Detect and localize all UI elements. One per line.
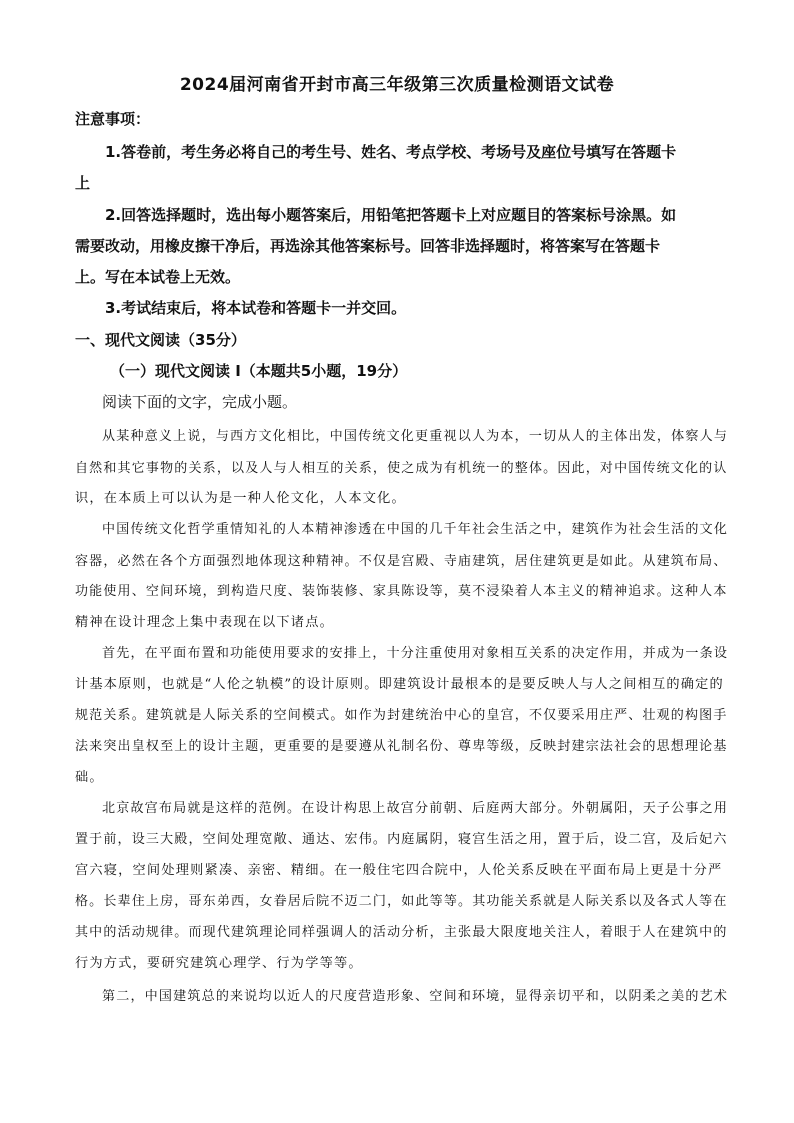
passage-line: 识，在本质上可以认为是一种人伦文化，人本文化。: [75, 491, 406, 506]
passage-line: 北京故宫布局就是这样的范例。在设计构思上故宫分前朝、后庭两大部分。外朝属阳，天子公事之用: [102, 801, 729, 816]
passage-line: 规范关系。建筑就是人际关系的空间模式。如作为封建统治中心的皇宫，不仅要采用庄严、壮观的构图手: [75, 708, 728, 723]
notice-item-2-line-3: 上。写在本试卷上无效。: [75, 268, 241, 286]
passage-line: 自然和其它事物的关系，以及人与人相互的关系，使之成为有机统一的整体。因此，对中国传统文化的认: [75, 461, 728, 476]
passage-line: 础。: [75, 770, 104, 785]
passage-line: 从某种意义上说，与西方文化相比，中国传统文化更重视以人为本，一切从人的主体出发，体察人与: [102, 429, 729, 444]
notice-item-3: 3.考试结束后，将本试卷和答题卡一并交回。: [105, 299, 407, 317]
passage-line: 功能使用、空间环境，到构造尺度、装饰装修、家具陈设等，莫不浸染着人本主义的精神追求。这种人本: [75, 584, 728, 599]
passage-line: 置于前，设三大殿，空间处理宽敞、通达、宏伟。内庭属阴，寝宫生活之用，置于后，设二宫，及后妃六: [75, 832, 728, 847]
passage-line: 第二，中国建筑总的来说均以近人的尺度营造形象、空间和环境，显得亲切平和，以阴柔之美的艺术: [102, 989, 729, 1004]
page-title: 2024届河南省开封市高三年级第三次质量检测语文试卷: [179, 75, 615, 95]
notice-heading: 注意事项：: [75, 110, 151, 128]
passage-line: 中国传统文化哲学重情知礼的人本精神渗透在中国的几千年社会生活之中，建筑作为社会生活的文化: [102, 522, 729, 537]
notice-item-1-line-2: 上: [75, 174, 91, 192]
passage-line: 容器，必然在各个方面强烈地体现这种精神。不仅是宫殿、寺庙建筑，居住建筑更是如此。从建筑布局、: [75, 554, 728, 569]
instruction-text: 阅读下面的文字，完成小题。: [102, 393, 298, 411]
passage-line: 精神在设计理念上集中表现在以下诸点。: [75, 615, 334, 630]
section-heading: 一、现代文阅读（35分）: [75, 331, 246, 349]
passage-line: 宫六寝，空间处理则紧凑、亲密、精细。在一般住宅四合院中，人伦关系反映在平面布局上更是十分严: [75, 863, 723, 878]
subsection-heading: （一）现代文阅读 I（本题共5小题，19分）: [110, 362, 408, 380]
passage-line: 格。长辈住上房，哥东弟西，女眷居后院不迈二门，如此等等。其功能关系就是人际关系以及各式人等在: [75, 894, 728, 909]
notice-item-2-line-2: 需要改动，用橡皮擦干净后，再选涂其他答案标号。回答非选择题时，将答案写在答题卡: [75, 237, 661, 255]
passage-line: 行为方式，要研究建筑心理学、行为学等等。: [75, 956, 363, 971]
passage-line: 其中的活动规律。而现代建筑理论同样强调人的活动分析，主张最大限度地关注人，着眼于人在建筑中的: [75, 925, 728, 940]
passage-line: 法来突出皇权至上的设计主题，更重要的是要遵从礼制名份、尊卑等级，反映封建宗法社会的思想理论基: [75, 739, 728, 754]
notice-item-1-line-1: 1.答卷前，考生务必将自己的考生号、姓名、考点学校、考场号及座位号填写在答题卡: [105, 143, 677, 161]
passage-line: 首先，在平面布置和功能使用要求的安排上，十分注重使用对象相互关系的决定作用，并成为一条设: [102, 646, 729, 661]
notice-item-2-line-1: 2.回答选择题时，选出每小题答案后，用铅笔把答题卡上对应题目的答案标号涂黑。如: [105, 206, 677, 224]
passage-line: 计基本原则，也就是“人伦之轨模”的设计原则。即建筑设计最根本的是要反映人与人之间相互的确定的: [75, 677, 724, 692]
